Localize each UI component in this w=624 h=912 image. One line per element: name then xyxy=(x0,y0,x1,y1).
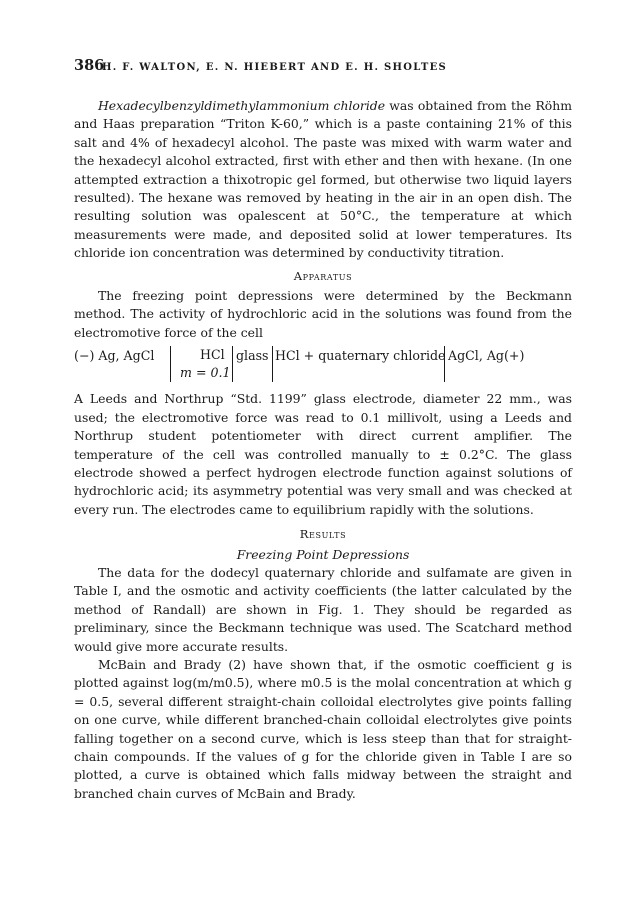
page-header xyxy=(74,57,574,77)
running-head: H. F. WALTON, E. N. HIEBERT AND E. H. SHOLTES xyxy=(102,62,448,73)
paragraph-hexadecyl-text: was obtained from the Röhm and Haas preparation “Triton K-60,” which is a paste containing 21% of this salt and 4% of hexadecyl alcohol. The paste was mixed with warm water and the hexadecyl alcohol extracted, first with ether and then with hexane. (In one attempted extraction a thixotropic gel formed, but otherwise two liquid layers resulted). The hexane was removed by heating in the air in an open dish. The resulting solution was opalescent at 50°C., the temperature at which measurements were made, and deposited solid at lower temperatures. Its chloride ion concentration was determined by conductivity titration. xyxy=(74,98,572,261)
page-body xyxy=(74,97,572,803)
cell-left-electrode: (−) Ag, AgCl xyxy=(74,348,155,364)
cell-right-electrode: AgCl, Ag(+) xyxy=(448,348,525,364)
section-heading-apparatus: Apparatus xyxy=(293,268,353,283)
page-number: 386 xyxy=(74,57,105,74)
subsection-heading-freezing: Freezing Point Depressions xyxy=(236,546,410,562)
cell-junction-1 xyxy=(170,346,171,382)
cell-middle-solution: HCl + quaternary chloride xyxy=(275,348,446,364)
paragraph-apparatus-details: A Leeds and Northrup “Std. 1199” glass electrode, diameter 22 mm., was used; the electromotive force was read to 0.1 millivolt, using a Leeds and Northrup student potentiometer with direct current amplifier. The temperature of the cell was controlled manually to ± 0.2°C. The glass electrode showed a perfect hydrogen electrode function against solutions of hydrochloric acid; its asymmetry potential was very small and was checked at every run. The electrodes came to equilibrium rapidly with the solutions. xyxy=(74,391,572,517)
cell-hcl: HCl xyxy=(200,347,225,363)
paragraph-mcbain: McBain and Brady (2) have shown that, if the osmotic coefficient g is plotted against log(m/m0.5), where m0.5 is the molal concentration at which g = 0.5, several different straight-chain colloidal electrolytes give points falling on one curve, while different branched-chain colloidal electrolytes give points falling together on a second curve, which is less steep than that for straight-chain compounds. If the values of g for the chloride given in Table I are so plotted, a curve is obtained which falls midway between the straight and branched chain curves of McBain and Brady. xyxy=(74,656,572,801)
paragraph-data: The data for the dodecyl quaternary chloride and sulfamate are given in Table I, and the osmotic and activity coefficients (the latter calculated by the method of Randall) are shown in Fig. 1. They should be regarded as preliminary, since the Beckmann technique was used. The Scatchard method would give more accurate results. xyxy=(74,564,572,654)
cell-molality: m = 0.1 xyxy=(180,365,231,381)
cell-diagram xyxy=(74,344,572,386)
compound-name: Hexadecylbenzyldimethylammonium chloride xyxy=(98,98,386,113)
cell-junction-3 xyxy=(272,346,273,382)
paragraph-freezing-method: The freezing point depressions were determined by the Beckmann method. The activity of hydrochloric acid in the solutions was found from the electromotive force of the cell xyxy=(74,288,572,340)
cell-junction-4 xyxy=(444,346,445,382)
section-heading-results: Results xyxy=(299,527,347,542)
cell-junction-2 xyxy=(232,346,233,382)
paragraph-hexadecyl xyxy=(74,97,572,263)
cell-glass: glass xyxy=(236,348,269,364)
